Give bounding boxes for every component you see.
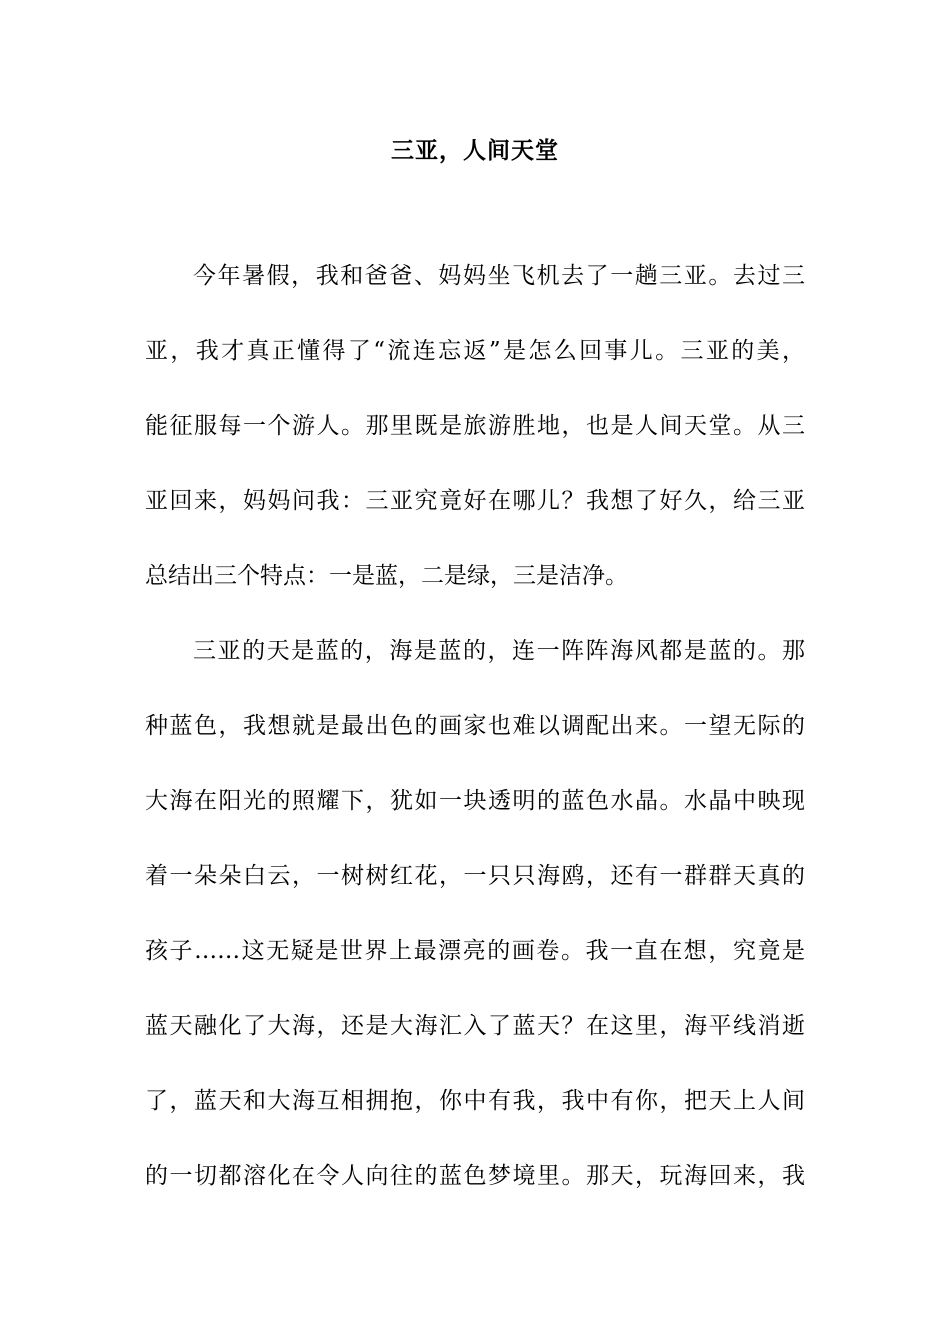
paragraph-2-line-7: 了，蓝天和大海互相拥抱，你中有我，我中有你，把天上人间 <box>145 1088 805 1114</box>
paragraph-1-line-1: 今年暑假，我和爸爸、妈妈坐飞机去了一趟三亚。去过三 <box>193 263 805 289</box>
paragraph-2-line-6: 蓝天融化了大海，还是大海汇入了蓝天？在这里，海平线消逝 <box>145 1013 805 1039</box>
paragraph-1-line-2: 亚，我才真正懂得了“流连忘返”是怎么回事儿。三亚的美， <box>145 338 805 364</box>
paragraph-1-line-4: 亚回来，妈妈问我：三亚究竟好在哪儿？我想了好久，给三亚 <box>145 488 805 514</box>
paragraph-1-line-3: 能征服每一个游人。那里既是旅游胜地，也是人间天堂。从三 <box>145 413 805 439</box>
paragraph-2-line-2: 种蓝色，我想就是最出色的画家也难以调配出来。一望无际的 <box>145 713 805 739</box>
paragraph-2-line-8: 的一切都溶化在令人向往的蓝色梦境里。那天，玩海回来，我 <box>145 1163 805 1189</box>
paragraph-2-line-5: 孩子……这无疑是世界上最漂亮的画卷。我一直在想，究竟是 <box>145 938 805 964</box>
paragraph-2-line-3: 大海在阳光的照耀下，犹如一块透明的蓝色水晶。水晶中映现 <box>145 788 805 814</box>
document-title: 三亚，人间天堂 <box>391 137 559 164</box>
paragraph-2-line-4: 着一朵朵白云，一树树红花，一只只海鸥，还有一群群天真的 <box>145 863 805 889</box>
paragraph-2-line-1: 三亚的天是蓝的，海是蓝的，连一阵阵海风都是蓝的。那 <box>193 638 805 664</box>
paragraph-1-line-5: 总结出三个特点：一是蓝，二是绿，三是洁净。 <box>145 563 628 589</box>
